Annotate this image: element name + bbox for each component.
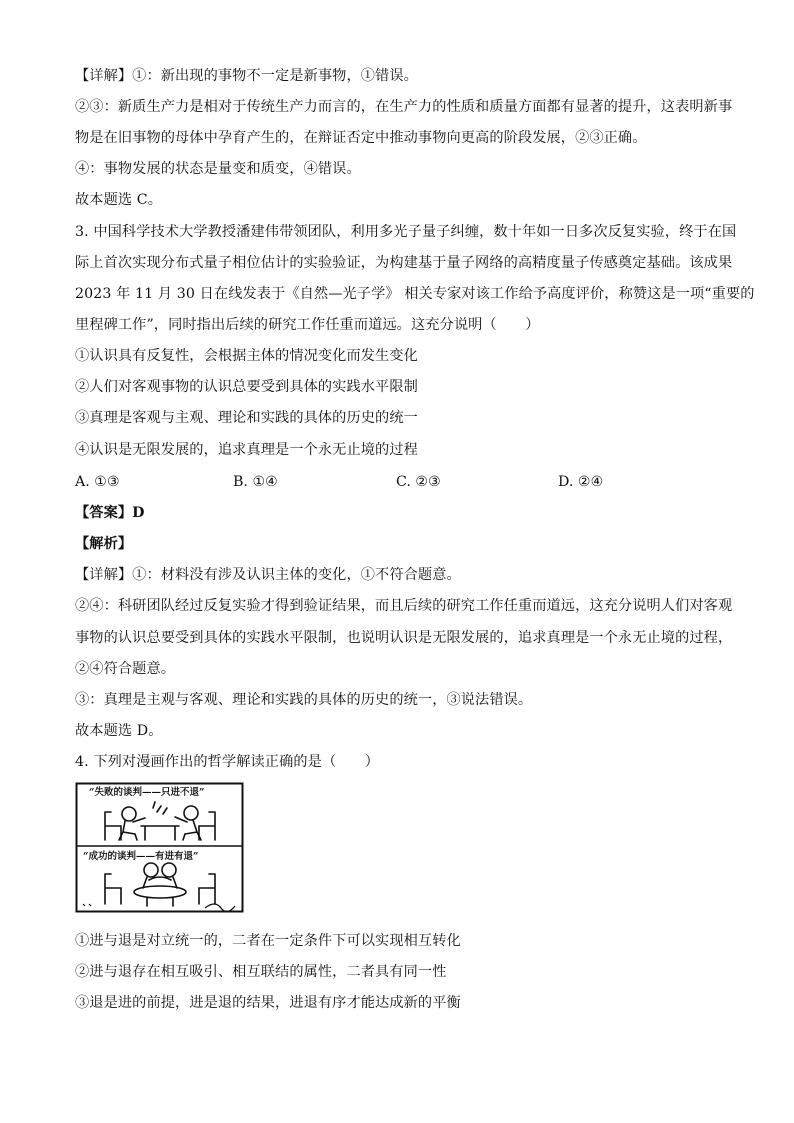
q3-stem-line4: 里程碑工作”，同时指出后续的研究工作任重而道远。这充分说明（ ）	[75, 317, 540, 333]
q2-detail: 【详解】①：新出现的事物不一定是新事物，①错误。	[75, 68, 418, 84]
q2-point1-line2: 物是在旧事物的母体中孕育产生的，在辩证否定中推动事物向更高的阶段发展，②③正确。	[75, 130, 647, 146]
q3-statement-1: ①认识具有反复性，会根据主体的情况变化而发生变化	[75, 348, 418, 364]
q2-point2: ④：事物发展的状态是量变和质变，④错误。	[75, 161, 361, 177]
q3-detail: 【详解】①：材料没有涉及认识主体的变化，①不符合题意。	[75, 567, 461, 583]
q4-statement-2: ②进与退存在相互吸引、相互联结的属性，二者具有同一性	[75, 964, 447, 980]
q3-point1-line2: 事物的认识总要受到具体的实践水平限制，也说明认识是无限发展的，追求真理是一个永无止境的过程，	[75, 630, 733, 646]
q3-stem-line3: 2023 年 11 月 30 日在线发表于《自然—光子学》 相关专家对该工作给予高度评价，称赞这是一项“重要的	[75, 286, 755, 302]
q2-conclusion: 故本题选 C。	[75, 192, 163, 208]
q2-point1-line1: ②③：新质生产力是相对于传统生产力而言的，在生产力的性质和质量方面都有显著的提升，这表明新事	[75, 99, 733, 115]
cartoon-caption-bottom: “成功的谈判——有进有退”	[83, 851, 199, 862]
q3-option-b: B. ①④	[233, 474, 278, 490]
q3-option-d: D. ②④	[558, 474, 604, 490]
q3-stem-line1: 3. 中国科学技术大学教授潘建伟带领团队，利用多光子量子纠缠，数十年如一日多次反复实验，终于在国	[75, 224, 737, 240]
q3-option-a: A. ①③	[75, 474, 120, 490]
q3-analysis-title: 【解析】	[75, 536, 133, 552]
cartoon-caption-top: “失败的谈判——只进不退”	[89, 787, 205, 798]
q3-statement-2: ②人们对客观事物的认识总要受到具体的实践水平限制	[75, 379, 418, 395]
q3-stem-line2: 际上首次实现分布式量子相位估计的实验验证，为构建基于量子网络的高精度量子传感奠定基础。该成果	[75, 255, 733, 271]
q3-statement-4: ④认识是无限发展的，追求真理是一个永无止境的过程	[75, 442, 418, 458]
q3-statement-3: ③真理是客观与主观、理论和实践的具体的历史的统一	[75, 410, 418, 426]
q3-point1-line1: ②④：科研团队经过反复实验才得到验证结果，而且后续的研究工作任重而道远，这充分说明人们对客观	[75, 598, 733, 614]
q3-conclusion: 故本题选 D。	[75, 723, 163, 739]
q3-option-c: C. ②③	[396, 474, 441, 490]
q3-point1-line3: ②④符合题意。	[75, 661, 176, 677]
q4-cartoon	[75, 782, 247, 916]
q4-statement-1: ①进与退是对立统一的，二者在一定条件下可以实现相互转化	[75, 933, 461, 949]
q4-statement-3: ③退是进的前提，进是退的结果，进退有序才能达成新的平衡	[75, 995, 461, 1011]
q4-stem: 4. 下列对漫画作出的哲学解读正确的是（ ）	[75, 754, 380, 770]
q3-point2: ③：真理是主观与客观、理论和实践的具体的历史的统一，③说法错误。	[75, 692, 533, 708]
q3-answer: 【答案】D	[75, 505, 145, 521]
